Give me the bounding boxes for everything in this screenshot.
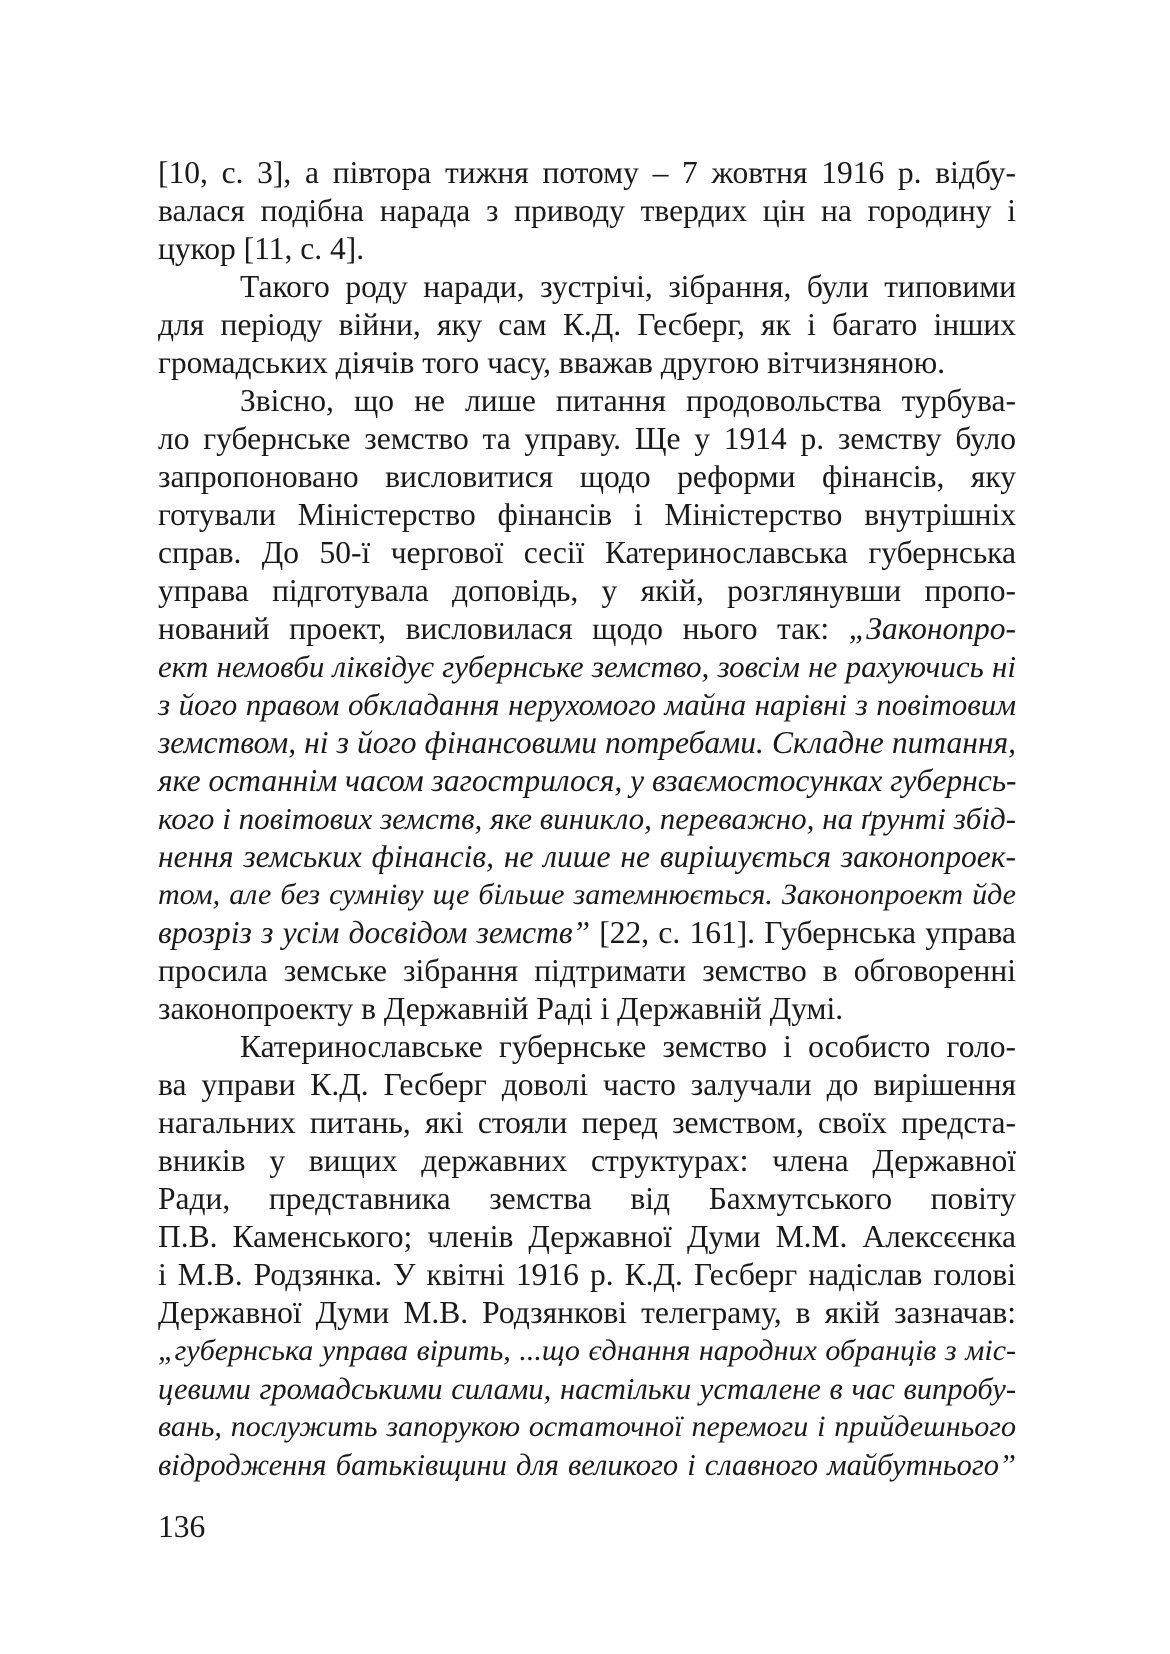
text-line [158, 1446, 1016, 1484]
text-line [158, 458, 1016, 496]
text-line [158, 952, 1016, 990]
text-line [158, 1028, 1016, 1066]
italic-quote-segment: відродження батьківщини для великого і славного майбутнього” [158, 1448, 1016, 1482]
text-segment: просила земське зібрання підтримати земство в обговоренні [158, 953, 1016, 988]
italic-quote-segment: „губернська управа вірить, ...що єднання народних обранців з міс- [158, 1334, 1016, 1367]
text-line [158, 382, 1016, 420]
text-segment: Катеринославське губернське земство і особисто голо- [240, 1029, 1016, 1064]
italic-quote-segment: том, але без сумніву ще більше затемнюється. Законопроект йде [158, 878, 1016, 911]
text-segment: і М.В. Родзянка. У квітні 1916 р. К.Д. Гесберг надіслав голові [158, 1257, 1016, 1292]
italic-quote-segment: ект немовби ліквідує губернське земство, зовсім не рахуючись ні [158, 649, 1016, 684]
text-line [158, 192, 1016, 230]
text-line [158, 648, 1016, 686]
italic-quote-segment: кого і повітових земств, яке виникло, переважно, на ґрунті збід- [158, 801, 1016, 836]
text-line [158, 420, 1016, 458]
text-segment: П.В. Каменського; членів Державної Думи М.М. Алексєєнка [158, 1219, 1016, 1254]
text-line [158, 762, 1016, 800]
text-line [158, 154, 1016, 192]
text-segment: нований проект, висловилася щодо нього так: [158, 611, 849, 646]
text-segment: готували Міністерство фінансів і Міністерство внутрішніх [158, 497, 1016, 532]
text-line [158, 1180, 1016, 1218]
text-line [158, 686, 1016, 724]
text-line [158, 1370, 1016, 1408]
text-segment: [10, с. 3], а півтора тижня потому – 7 жовтня 1916 р. відбу- [158, 155, 1016, 190]
italic-quote-segment: нення земських фінансів, не лише не вирішується законопроек- [158, 839, 1016, 874]
text-segment: запропоновано висловитися щодо реформи фінансів, яку [158, 459, 1016, 494]
text-line [158, 1218, 1016, 1256]
text-segment: Звісно, що не лише питання продовольства турбува- [240, 383, 1016, 418]
text-segment: для періоду війни, яку сам К.Д. Гесберг, як і багато інших [158, 307, 1016, 342]
text-line [158, 1104, 1016, 1142]
italic-quote-segment: цевими громадськими силами, настільки усталене в час випробу- [158, 1372, 1016, 1406]
italic-quote-segment: врозріз з усім досвідом земств” [158, 915, 591, 950]
text-line [158, 1294, 1016, 1332]
text-segment: законопроекту в Державній Раді і Державній Думі. [158, 991, 844, 1026]
text-line [158, 572, 1016, 610]
text-line [158, 1256, 1016, 1294]
text-segment: Такого роду наради, зустрічі, зібрання, були типовими [240, 269, 1016, 304]
italic-quote-segment: вань, послужить запорукою остаточної перемоги і прийдешнього [158, 1410, 1016, 1443]
text-line [158, 534, 1016, 572]
text-line [158, 800, 1016, 838]
text-segment: справ. До 50-ї чергової сесії Катеринославська губернська [158, 535, 1016, 570]
text-line [158, 268, 1016, 306]
text-line [158, 306, 1016, 344]
text-line [158, 496, 1016, 534]
text-segment: управа підготувала доповідь, у якій, розглянувши пропо- [158, 573, 1016, 608]
text-line [158, 838, 1016, 876]
text-segment: Ради, представника земства від Бахмутського повіту [158, 1181, 1016, 1216]
text-line [158, 230, 1016, 268]
text-line [158, 1142, 1016, 1180]
text-segment: Державної Думи М.В. Родзянкові телеграму, в якій зазначав: [158, 1295, 1016, 1330]
text-line [158, 610, 1016, 648]
text-line [158, 724, 1016, 762]
text-line [158, 1332, 1016, 1370]
text-segment: нагальних питань, які стояли перед земством, своїх предста- [158, 1105, 1016, 1140]
text-segment: ло губернське земство та управу. Ще у 1914 р. земству було [158, 421, 1016, 456]
italic-quote-segment: яке останнім часом загострилося, у взаємостосунках губернсь- [158, 763, 1017, 798]
text-segment: валася подібна нарада з приводу твердих цін на городину і [158, 193, 1016, 228]
text-segment: громадських діячів того часу, вважав другою вітчизняною. [158, 345, 945, 380]
text-line [158, 914, 1016, 952]
page-text [158, 154, 1016, 1484]
text-line [158, 1066, 1016, 1104]
text-line [158, 990, 1016, 1028]
text-segment: [22, с. 161]. Губернська управа [590, 915, 1016, 950]
text-line [158, 1408, 1016, 1446]
text-segment: вників у вищих державних структурах: члена Державної [158, 1143, 1016, 1178]
italic-quote-segment: „Законопро- [848, 611, 1016, 646]
italic-quote-segment: з його правом обкладання нерухомого майна нарівні з повітовим [158, 687, 1016, 722]
text-segment: ва управи К.Д. Гесберг доволі часто залучали до вирішення [158, 1067, 1016, 1102]
italic-quote-segment: земством, ні з його фінансовими потребами. Складне питання, [158, 725, 1016, 760]
text-line [158, 344, 1016, 382]
page-number: 136 [158, 1509, 206, 1544]
text-segment: цукор [11, с. 4]. [158, 231, 365, 266]
text-line [158, 876, 1016, 914]
